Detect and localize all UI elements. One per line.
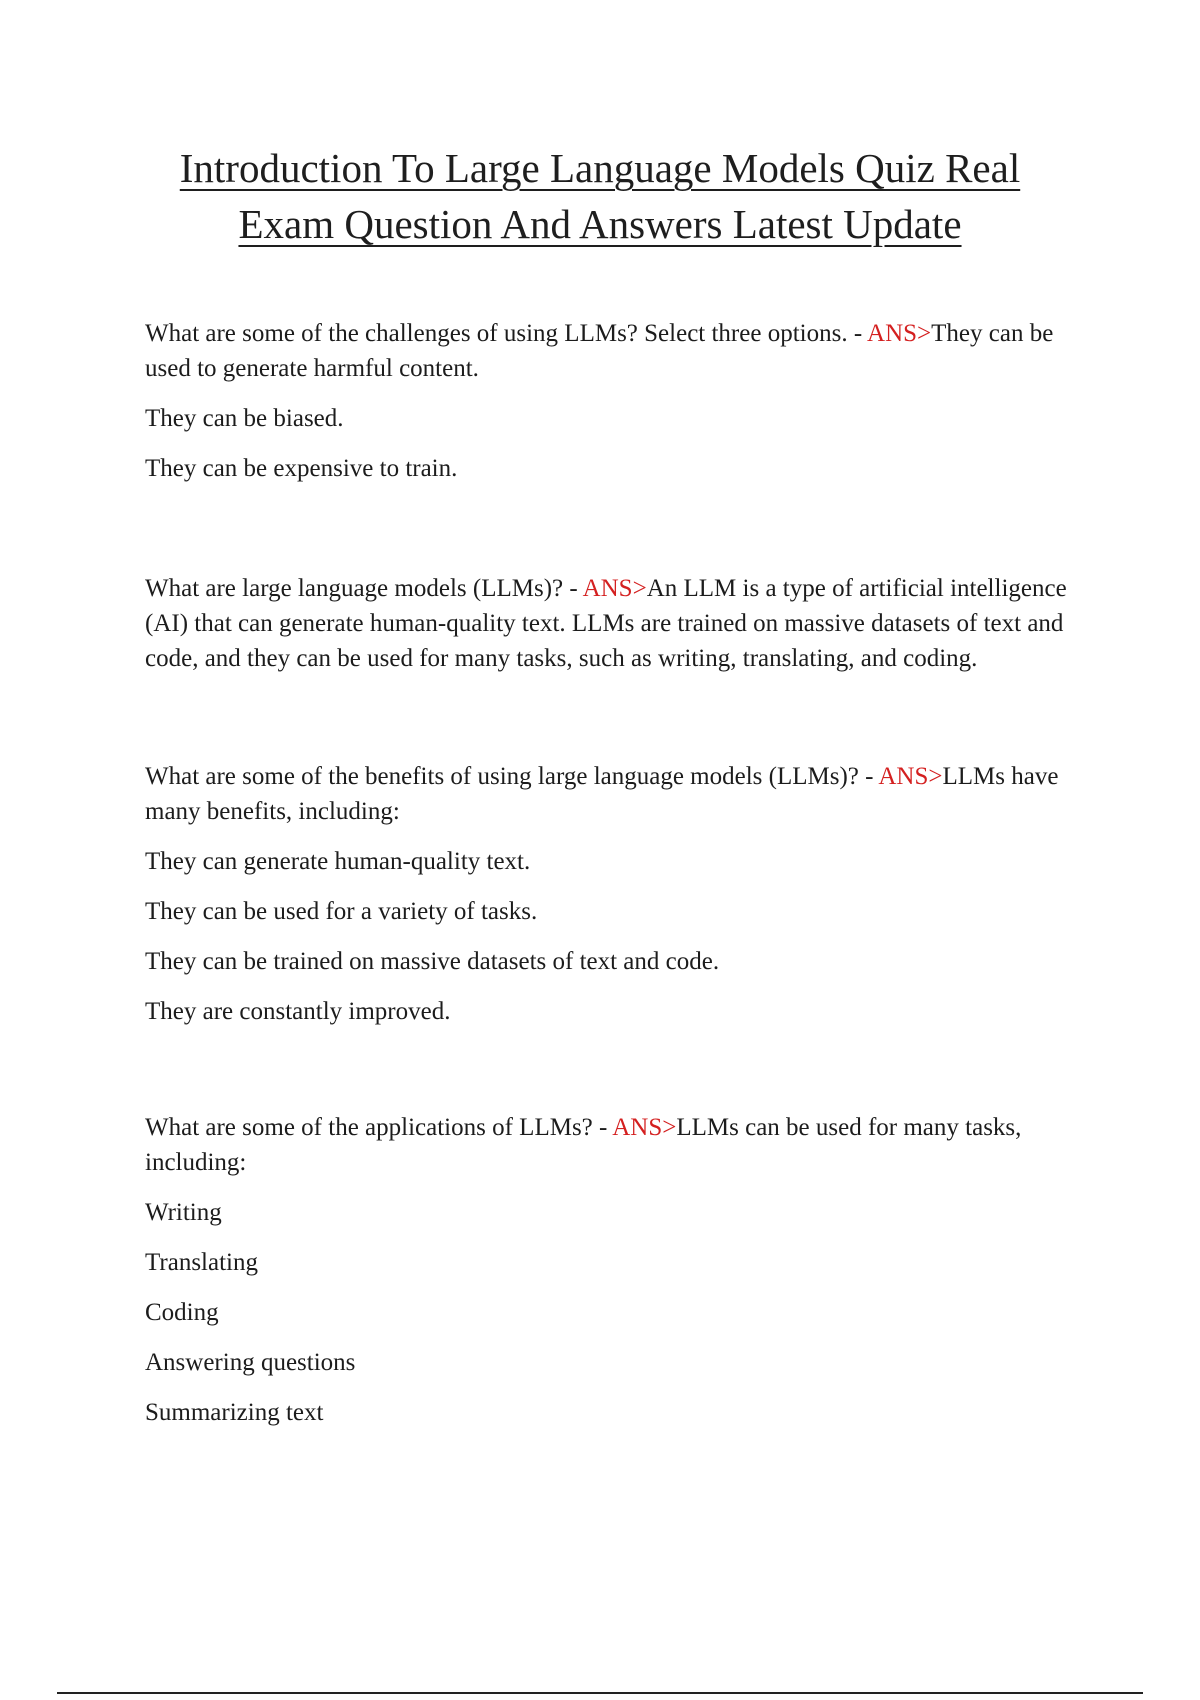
answer-line: Translating bbox=[145, 1249, 258, 1276]
ans-marker: ANS> bbox=[612, 1114, 677, 1141]
footer-rule bbox=[57, 1692, 1143, 1694]
answer-line: They can be expensive to train. bbox=[145, 455, 458, 482]
answer-line: They can generate human-quality text. bbox=[145, 848, 531, 875]
answer-line: They can be trained on massive datasets of text and code. bbox=[145, 948, 720, 975]
answer-lead: An LLM is a type of artificial intelligence (AI) that can generate human-quality text. LLMs are trained on massive datasets of text and code, and they can be used for many tasks, such as writing, translating, and coding. bbox=[145, 575, 1067, 672]
qa-item-3-question: What are some of the benefits of using large language models (LLMs)? - ANS>LLMs have many benefits, including: bbox=[145, 763, 1059, 825]
ans-marker: ANS> bbox=[867, 320, 932, 347]
answer-line: They can be biased. bbox=[145, 405, 344, 432]
answer-lead: They can be used to generate harmful content. bbox=[145, 320, 1054, 382]
title-line-2: Exam Question And Answers Latest Update bbox=[238, 201, 962, 247]
answer-line: Coding bbox=[145, 1299, 219, 1326]
answer-line: Writing bbox=[145, 1199, 222, 1226]
answer-line: Answering questions bbox=[145, 1349, 356, 1376]
answer-line: They can be used for a variety of tasks. bbox=[145, 898, 538, 925]
answer-lead: LLMs have many benefits, including: bbox=[145, 763, 1059, 825]
answer-lead: LLMs can be used for many tasks, including: bbox=[145, 1114, 1022, 1176]
ans-marker: ANS> bbox=[878, 763, 943, 790]
answer-line: They are constantly improved. bbox=[145, 998, 451, 1025]
qa-item-1-question: What are some of the challenges of using LLMs? Select three options. - ANS>They can be used to generate harmful content. bbox=[145, 320, 1054, 382]
answer-line: Summarizing text bbox=[145, 1399, 324, 1426]
qa-item-4-question: What are some of the applications of LLMs? - ANS>LLMs can be used for many tasks, including: bbox=[145, 1114, 1022, 1176]
title-line-1: Introduction To Large Language Models Quiz Real bbox=[179, 145, 1021, 191]
document-title bbox=[100, 140, 1100, 252]
ans-marker: ANS> bbox=[582, 575, 647, 602]
qa-item-2-question: What are large language models (LLMs)? - ANS>An LLM is a type of artificial intelligence (AI) that can generate human-quality text. LLMs are trained on massive datasets of text and code, and they can be used for many tasks, such as writing, translating, and coding. bbox=[145, 575, 1067, 672]
qa-content bbox=[145, 316, 1080, 1445]
